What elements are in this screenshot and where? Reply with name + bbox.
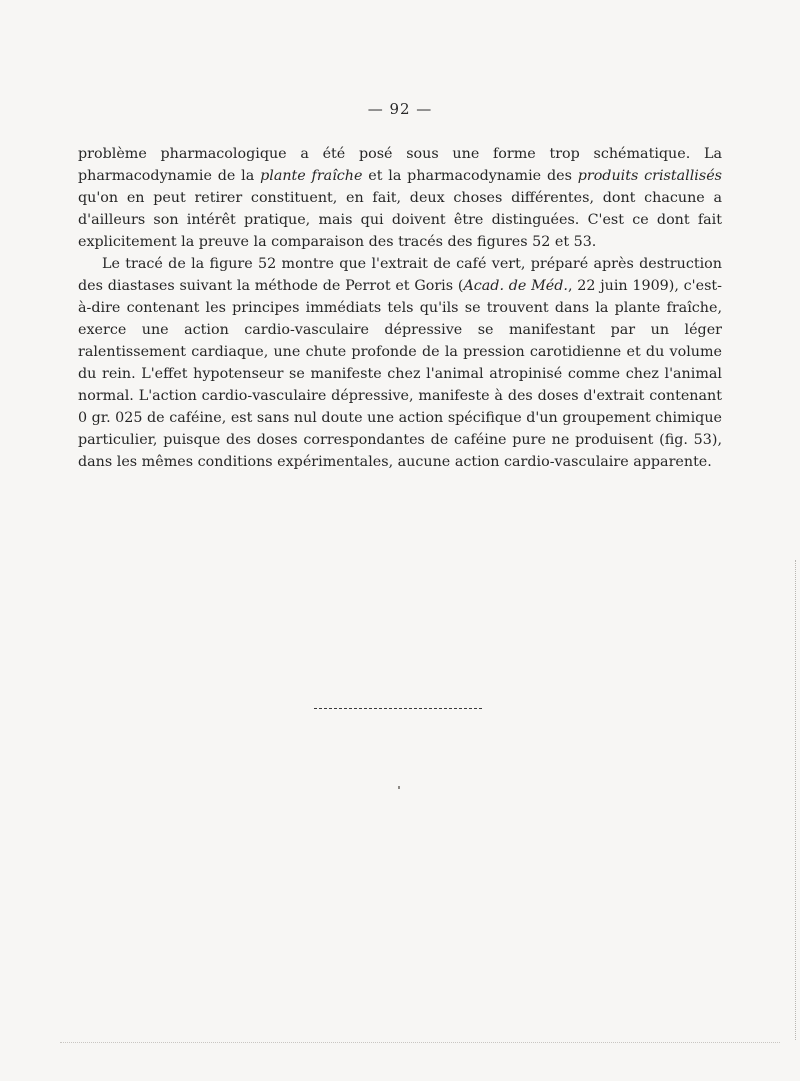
paragraph-2 (78, 253, 722, 473)
section-end-rule (314, 708, 482, 709)
paragraph-1-text-middle: et la pharmacodynamie des (362, 168, 578, 184)
scan-speck (398, 786, 400, 789)
scan-edge-bottom (60, 1042, 780, 1043)
paragraph-2-text-end: , 22 juin 1909), c'est-à-dire contenant les principes immédiats tels qu'ils se trouvent dans la plante fraîche, exerce une action cardio-vasculaire dépressive se manifestant par un léger ralentissement cardiaque, une chute profonde de la pression carotidienne et du volume du rein. L'effet hypotenseur se manifeste chez l'animal atropinisé comme chez l'animal normal. L'action cardio-vasculaire dépressive, manifeste à des doses d'extrait contenant 0 gr. 025 de caféine, est sans nul doute une action spécifique d'un groupement chimique particulier, puisque des doses correspondantes de caféine pure ne produisent (fig. 53), dans les mêmes conditions expérimentales, aucune action cardio-vasculaire apparente. (78, 278, 722, 470)
paragraph-1-italic-plante-fraiche: plante fraîche (260, 168, 363, 184)
paragraph-1-text-start: problème pharmacologique a été posé sous une forme trop schématique. La pharmacodynamie de la (78, 146, 722, 184)
paragraph-1-text-end: qu'on en peut retirer constituent, en fait, deux choses différentes, dont chacune a d'ailleurs son intérêt pratique, mais qui doivent être distinguées. C'est ce dont fait explicitement la preuve la comparaison des tracés des figures 52 et 53. (78, 190, 722, 250)
paragraph-1 (78, 143, 722, 253)
paragraph-2-text-start: Le tracé de la figure 52 montre que l'extrait de café vert, préparé après destruction des diastases suivant la méthode de Perrot et Goris ( (78, 256, 722, 294)
page-number: — 92 — (367, 100, 433, 118)
paragraph-2-italic-citation: Acad. de Méd. (463, 278, 568, 294)
paragraph-1-italic-produits-cristallises: produits cristallisés (577, 168, 723, 184)
body-text (78, 143, 722, 473)
scan-edge-right (795, 560, 796, 1040)
